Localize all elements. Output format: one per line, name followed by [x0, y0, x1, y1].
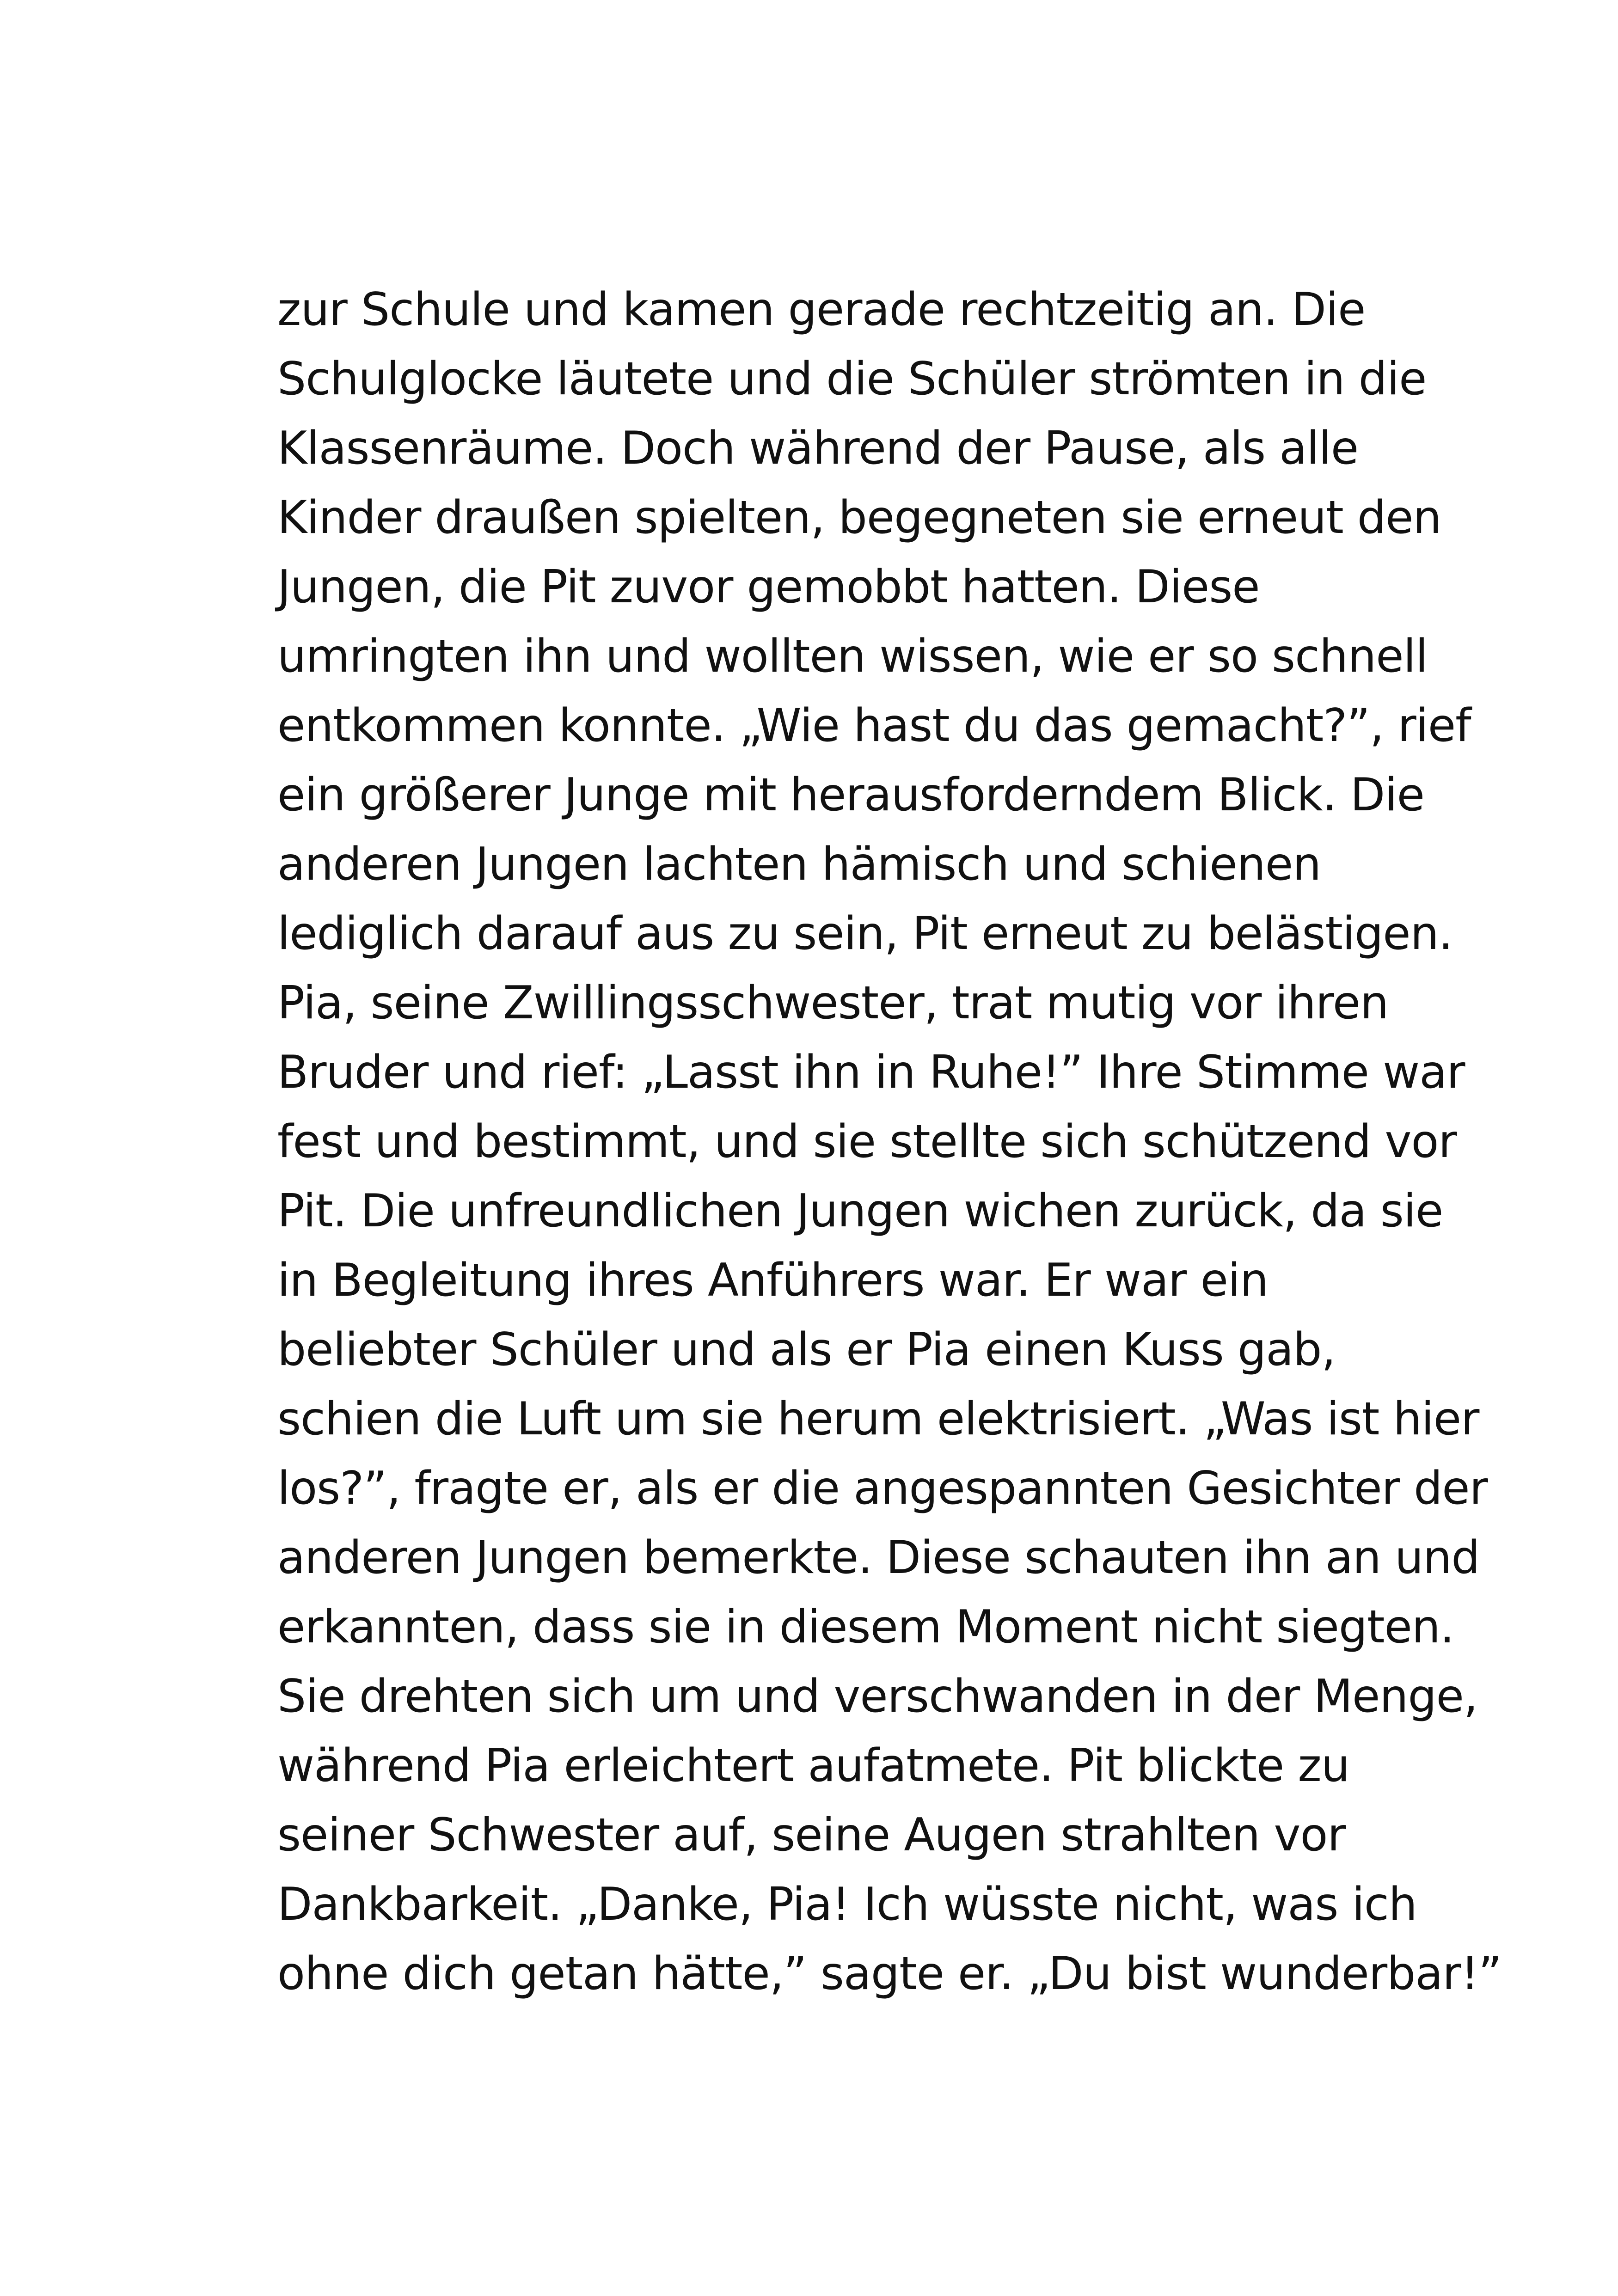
text-line: Jungen, die Pit zuvor gemobbt hatten. Diese	[277, 561, 1260, 613]
text-line: in Begleitung ihres Anführers war. Er war ein	[277, 1254, 1269, 1307]
text-line: schien die Luft um sie herum elektrisiert. „Was ist hier	[277, 1393, 1479, 1445]
text-line: anderen Jungen lachten hämisch und schienen	[277, 838, 1321, 891]
text-line: Kinder draußen spielten, begegneten sie erneut den	[277, 491, 1441, 544]
text-line: Bruder und rief: „Lasst ihn in Ruhe!” Ihre Stimme war	[277, 1046, 1465, 1099]
text-line: seiner Schwester auf, seine Augen strahlten vor	[277, 1809, 1346, 1861]
text-line: Pit. Die unfreundlichen Jungen wichen zurück, da sie	[277, 1185, 1443, 1237]
text-line: entkommen konnte. „Wie hast du das gemacht?”, rief	[277, 699, 1471, 752]
text-line: Pia, seine Zwillingsschwester, trat mutig vor ihren	[277, 977, 1389, 1029]
text-line: beliebter Schüler und als er Pia einen Kuss gab,	[277, 1323, 1336, 1376]
text-line: ein größerer Junge mit herausforderndem Blick. Die	[277, 769, 1424, 821]
text-line: anderen Jungen bemerkte. Diese schauten ihn an und	[277, 1531, 1480, 1584]
text-line: fest und bestimmt, und sie stellte sich schützend vor	[277, 1115, 1457, 1168]
text-line: Sie drehten sich um und verschwanden in der Menge,	[277, 1670, 1478, 1723]
story-text	[277, 275, 1502, 2008]
text-line: umringten ihn und wollten wissen, wie er so schnell	[277, 630, 1428, 683]
text-line: Klassenräume. Doch während der Pause, als alle	[277, 422, 1359, 475]
text-line: ohne dich getan hätte,” sagte er. „Du bist wunderbar!”	[277, 1947, 1502, 2000]
text-line: zur Schule und kamen gerade rechtzeitig an. Die	[277, 283, 1366, 336]
text-line: Dankbarkeit. „Danke, Pia! Ich wüsste nicht, was ich	[277, 1878, 1417, 1931]
text-line: los?”, fragte er, als er die angespannten Gesichter der	[277, 1462, 1488, 1515]
text-line: lediglich darauf aus zu sein, Pit erneut zu belästigen.	[277, 907, 1453, 960]
text-line: Schulglocke läutete und die Schüler strömten in die	[277, 353, 1427, 405]
text-line: erkannten, dass sie in diesem Moment nicht siegten.	[277, 1601, 1454, 1653]
text-line: während Pia erleichtert aufatmete. Pit blickte zu	[277, 1739, 1349, 1792]
